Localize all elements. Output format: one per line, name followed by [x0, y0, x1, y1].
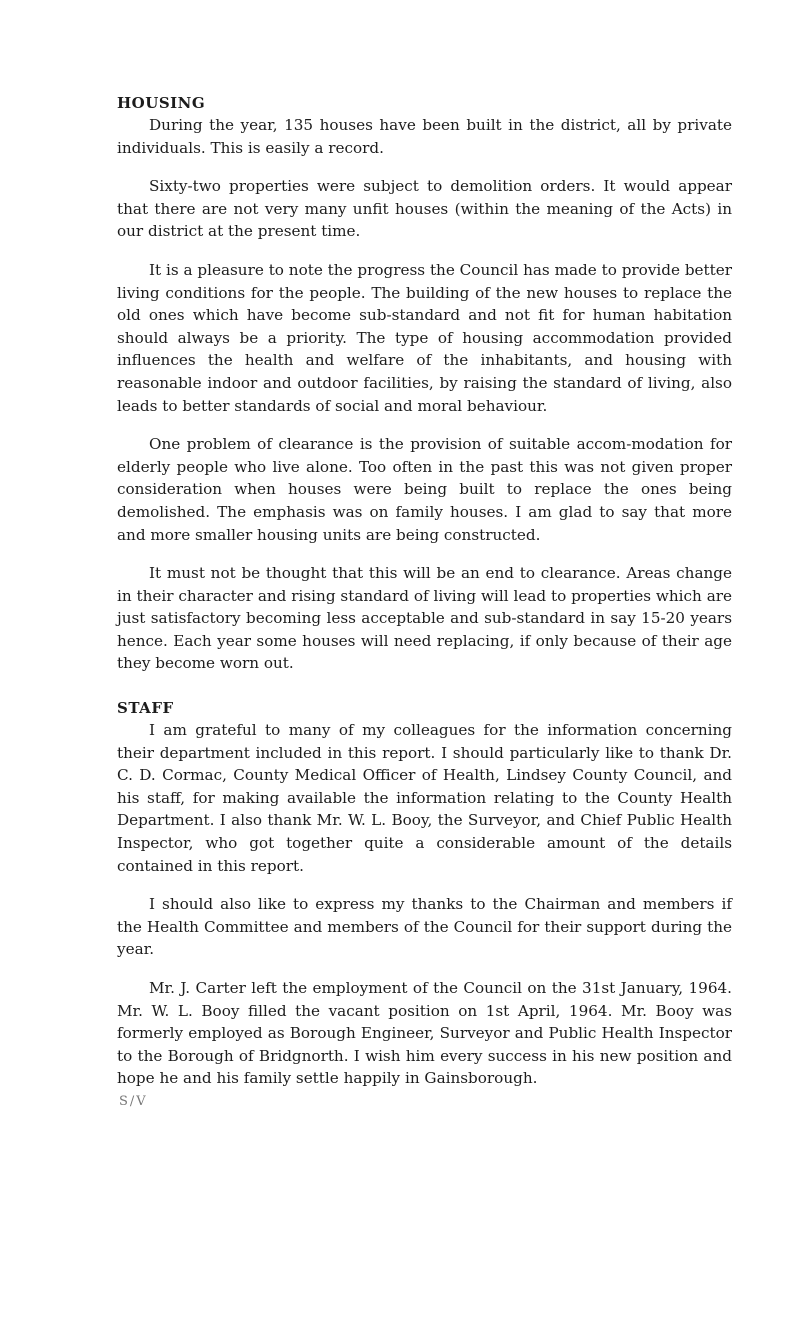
page-content	[117, 92, 732, 1109]
staff-paragraph-2: I should also like to express my thanks to the Chairman and members if the Health Committee and members of the Council for their support during the year.	[117, 895, 732, 959]
housing-paragraph-2: Sixty-two properties were subject to demolition orders. It would appear that there are not very many unfit houses (within the meaning of the Acts) in our district at the present time.	[117, 177, 732, 241]
housing-paragraph-1: During the year, 135 houses have been built in the district, all by private individuals. This is easily a record.	[117, 116, 732, 157]
housing-paragraph-5: It must not be thought that this will be an end to clearance. Areas change in their character and rising standard of living will lead to properties which are just satisfactory becoming less acceptable and sub-standard in say 15-20 years hence. Each year some houses will need replacing, if only because of their age they become worn out.	[117, 564, 732, 673]
housing-paragraph-4: One problem of clearance is the provision of suitable accom-modation for elderly people who live alone. Too often in the past this was not given proper consideration when houses were being built to replace the ones being demolished. The emphasis was on family houses. I am glad to say that more and more smaller housing units are being constructed.	[117, 435, 732, 544]
section-heading-housing: HOUSING	[117, 94, 206, 112]
footer-mark: S/V	[119, 1093, 148, 1109]
staff-paragraph-1: I am grateful to many of my colleagues for the information concerning their department included in this report. I should particularly like to thank Dr. C. D. Cormac, County Medical Officer of Health, Lindsey County Council, and his staff, for making available the information relating to the County Health Department. I also thank Mr. W. L. Booy, the Surveyor, and Chief Public Health Inspector, who got together quite a considerable amount of the details contained in this report.	[117, 721, 732, 875]
section-heading-staff: STAFF	[117, 699, 174, 718]
staff-paragraph-3: Mr. J. Carter left the employment of the Council on the 31st January, 1964. Mr. W. L. Booy filled the vacant position on 1st April, 1964. Mr. Booy was formerly employed as Borough Engineer, Surveyor and Public Health Inspector to the Borough of Bridgnorth. I wish him every success in his new position and hope he and his family settle happily in Gainsborough.	[117, 979, 732, 1088]
housing-paragraph-3: It is a pleasure to note the progress the Council has made to provide better living conditions for the people. The building of the new houses to replace the old ones which have become sub-standard and not fit for human habitation should always be a priority. The type of housing accommodation provided influences the health and welfare of the inhabitants, and housing with reasonable indoor and outdoor facilities, by raising the standard of living, also leads to better standards of social and moral behaviour.	[117, 260, 732, 415]
